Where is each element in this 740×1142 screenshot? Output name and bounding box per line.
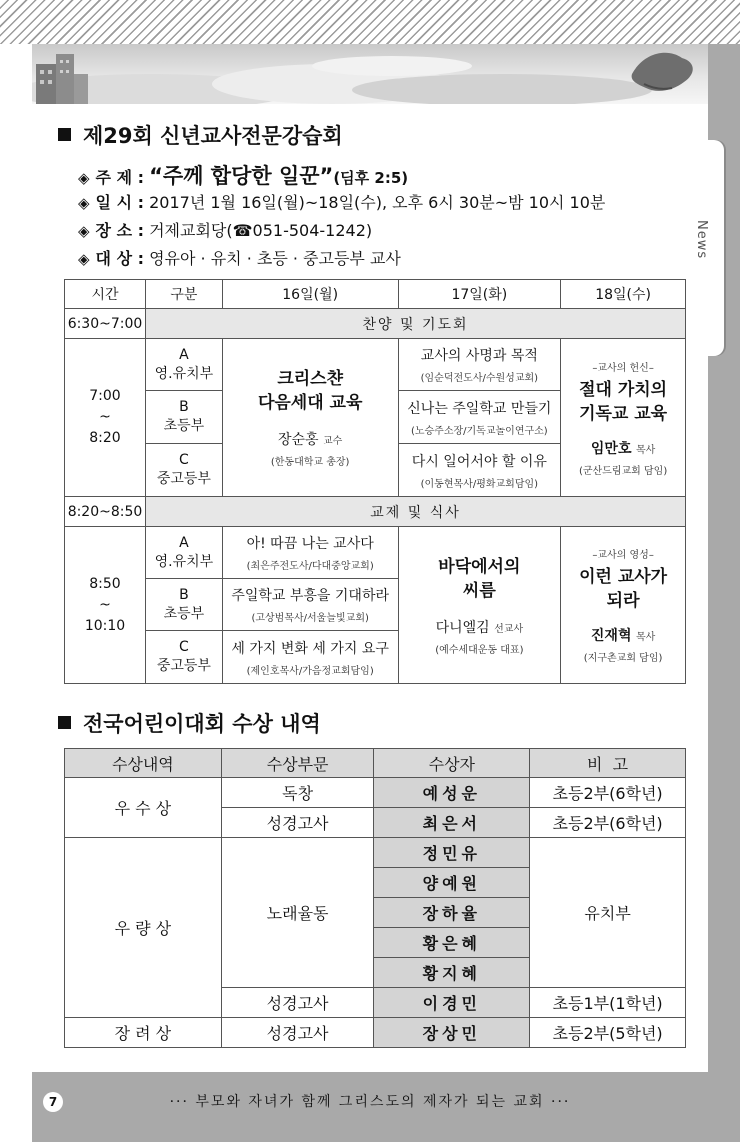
- lecture-speaker: (고상범목사/서울늘빛교회): [251, 613, 369, 624]
- winner-name: 이경민: [374, 988, 530, 1018]
- speaker-affiliation: (지구촌교회 담임): [583, 653, 663, 664]
- lecture-speaker: (최은주전도사/다대중앙교회): [246, 561, 374, 572]
- session1-time: 7:00 ~ 8:20: [65, 339, 146, 497]
- session1-group-a: A 영.유치부: [145, 339, 222, 391]
- place-value: 거제교회당(☎051-504-1242): [149, 221, 373, 240]
- award-note: 초등1부(1학년): [530, 988, 686, 1018]
- speaker-role: 선교사: [494, 623, 524, 635]
- schedule-header-row: [65, 280, 686, 309]
- speaker-affiliation: (군산드림교회 담임): [578, 465, 668, 477]
- date-value: 2017년 1월 16일(월)~18일(수), 오후 6시 30분~밤 10시 10분: [149, 193, 606, 212]
- slot1-time: 6:30~7:00: [65, 309, 146, 339]
- lecture-title: 크리스챤 다음세대 교육: [257, 369, 363, 413]
- lecture-speaker: (임순덕전도사/수원성교회): [420, 373, 539, 384]
- winner-name: 장상민: [374, 1018, 530, 1048]
- lecture-title: 교사의 사명과 목적: [420, 348, 538, 364]
- lecture-subtitle: –교사의 헌신–: [592, 362, 654, 374]
- award-note: 초등2부(6학년): [530, 778, 686, 808]
- session2-group-c: C 중고등부: [145, 631, 222, 684]
- winner-name: 황은혜: [374, 928, 530, 958]
- header-day16: 16일(월): [222, 280, 398, 309]
- winner-name: 황지혜: [374, 958, 530, 988]
- speaker-name: 다니엘김: [435, 619, 490, 636]
- session2-group-a: A 영.유치부: [145, 527, 222, 579]
- award-row: [65, 838, 686, 868]
- header-category: 수상부문: [221, 749, 374, 778]
- session1-group-c: C 중고등부: [145, 444, 222, 497]
- award-category: 독창: [221, 778, 374, 808]
- header-winner: 수상자: [374, 749, 530, 778]
- awards-header-row: [65, 749, 686, 778]
- diamond-bullet-icon: ◈: [78, 169, 90, 187]
- session2-day18-lecture: [561, 527, 686, 684]
- slot2-event: 교제 및 식사: [145, 497, 685, 527]
- info-theme-row: ◈ 주 제 : “주께 합당한 일꾼”(딤후 2:5): [78, 164, 409, 188]
- awards-table: [64, 748, 686, 1048]
- speaker-name: 임만호: [590, 440, 632, 457]
- speaker-name: 진재혁: [590, 628, 632, 644]
- speaker-role: 목사: [635, 632, 656, 643]
- session2-day16-a: [222, 527, 398, 579]
- award-excellence: 우 수 상: [65, 778, 222, 838]
- award-category: 노래율동: [221, 838, 374, 988]
- winner-name: 양예원: [374, 868, 530, 898]
- session1-day17-c: [398, 444, 561, 497]
- slot1-event: 찬양 및 기도회: [145, 309, 685, 339]
- speaker-role: 교수: [323, 436, 343, 447]
- footer-slogan: ··· 부모와 자녀가 함께 그리스도의 제자가 되는 교회 ···: [169, 1094, 571, 1110]
- session2-time: 8:50 ~ 10:10: [65, 527, 146, 684]
- slot-row-fellowship: [65, 497, 686, 527]
- award-merit: 우 량 상: [65, 838, 222, 1018]
- speaker-role: 목사: [635, 444, 656, 456]
- header-note: 비 고: [530, 749, 686, 778]
- lecture-title: 절대 가치의 기독교 교육: [579, 379, 668, 424]
- speaker-name: 장순홍: [277, 432, 319, 448]
- theme-value: “주께 합당한 일꾼”: [149, 164, 334, 188]
- speaker-affiliation: (예수세대운동 대표): [435, 644, 524, 656]
- news-tab-label: News: [694, 220, 709, 260]
- winner-name: 최은서: [374, 808, 530, 838]
- award-category: 성경고사: [221, 808, 374, 838]
- session1-day18-lecture: [561, 339, 686, 497]
- diamond-bullet-icon: ◈: [78, 222, 90, 240]
- diamond-bullet-icon: ◈: [78, 194, 90, 212]
- session1-group-b: B 초등부: [145, 391, 222, 444]
- award-note: 유치부: [530, 838, 686, 988]
- bullet-square-icon: [58, 128, 71, 141]
- lecture-title: 신나는 주일학교 만들기: [407, 400, 552, 417]
- header-group: 구분: [145, 280, 222, 309]
- header-day17: 17일(화): [398, 280, 561, 309]
- lecture-title: 아! 따끔 나는 교사다: [246, 536, 374, 552]
- session2-day16-c: [222, 631, 398, 684]
- award-row: [65, 778, 686, 808]
- diamond-bullet-icon: ◈: [78, 250, 90, 268]
- schedule-table: [64, 279, 686, 684]
- lecture-title: 세 가지 변화 세 가지 요구: [231, 640, 389, 657]
- lecture-speaker: (이동현목사/평화교회담임): [420, 478, 539, 490]
- session1-day16-lecture: [222, 339, 398, 497]
- slot-row-worship: [65, 309, 686, 339]
- header-day18: 18일(수): [561, 280, 686, 309]
- award-encouragement: 장 려 상: [65, 1018, 222, 1048]
- news-side-tab: [690, 140, 724, 356]
- award-row: [65, 1018, 686, 1048]
- award-category: 성경고사: [221, 988, 374, 1018]
- session2-day17-lecture: [398, 527, 561, 684]
- award-category: 성경고사: [221, 1018, 374, 1048]
- info-target-row: ◈ 대 상 : 영유아 · 유치 · 초등 · 중고등부 교사: [78, 249, 401, 268]
- info-place-row: ◈ 장 소 : 거제교회당(☎051-504-1242): [78, 221, 373, 240]
- session2-row-a: [65, 527, 686, 579]
- lecture-title: 주일학교 부흥을 기대하라: [231, 588, 389, 604]
- slot2-time: 8:20~8:50: [65, 497, 146, 527]
- page-number: 7: [43, 1092, 63, 1112]
- target-value: 영유아 · 유치 · 초등 · 중고등부 교사: [149, 249, 401, 268]
- bullet-square-icon: [58, 716, 71, 729]
- lecture-speaker: (제인호목사/가음정교회담임): [246, 665, 374, 677]
- lecture-subtitle: –교사의 영성–: [592, 550, 654, 561]
- lecture-title: 다시 일어서야 할 이유: [411, 453, 547, 470]
- session1-day17-b: [398, 391, 561, 444]
- lecture-title: 이런 교사가 되라: [579, 567, 668, 611]
- section-title-awards: 전국어린이대회 수상 내역: [58, 708, 321, 738]
- award-note: 초등2부(5학년): [530, 1018, 686, 1048]
- theme-reference: (딤후 2:5): [333, 169, 409, 187]
- session2-group-b: B 초등부: [145, 579, 222, 631]
- winner-name: 예성운: [374, 778, 530, 808]
- winner-name: 장하율: [374, 898, 530, 928]
- session1-row-a: [65, 339, 686, 391]
- decorative-stripe-header: [0, 0, 740, 44]
- session1-day17-a: [398, 339, 561, 391]
- header-banner-image: [32, 44, 708, 104]
- session2-day16-b: [222, 579, 398, 631]
- header-time: 시간: [65, 280, 146, 309]
- lecture-title: 바닥에서의 씨름: [438, 556, 521, 601]
- lecture-speaker: (노승주소장/기독교놀이연구소): [410, 425, 548, 437]
- info-date-row: ◈ 일 시 : 2017년 1월 16일(월)~18일(수), 오후 6시 30분~밤 10시 10분: [78, 193, 606, 212]
- section-title-teacher-seminar: 제29회 신년교사전문강습회: [58, 120, 343, 150]
- header-award: 수상내역: [65, 749, 222, 778]
- winner-name: 정민유: [374, 838, 530, 868]
- speaker-affiliation: (한동대학교 총장): [270, 457, 350, 468]
- award-note: 초등2부(6학년): [530, 808, 686, 838]
